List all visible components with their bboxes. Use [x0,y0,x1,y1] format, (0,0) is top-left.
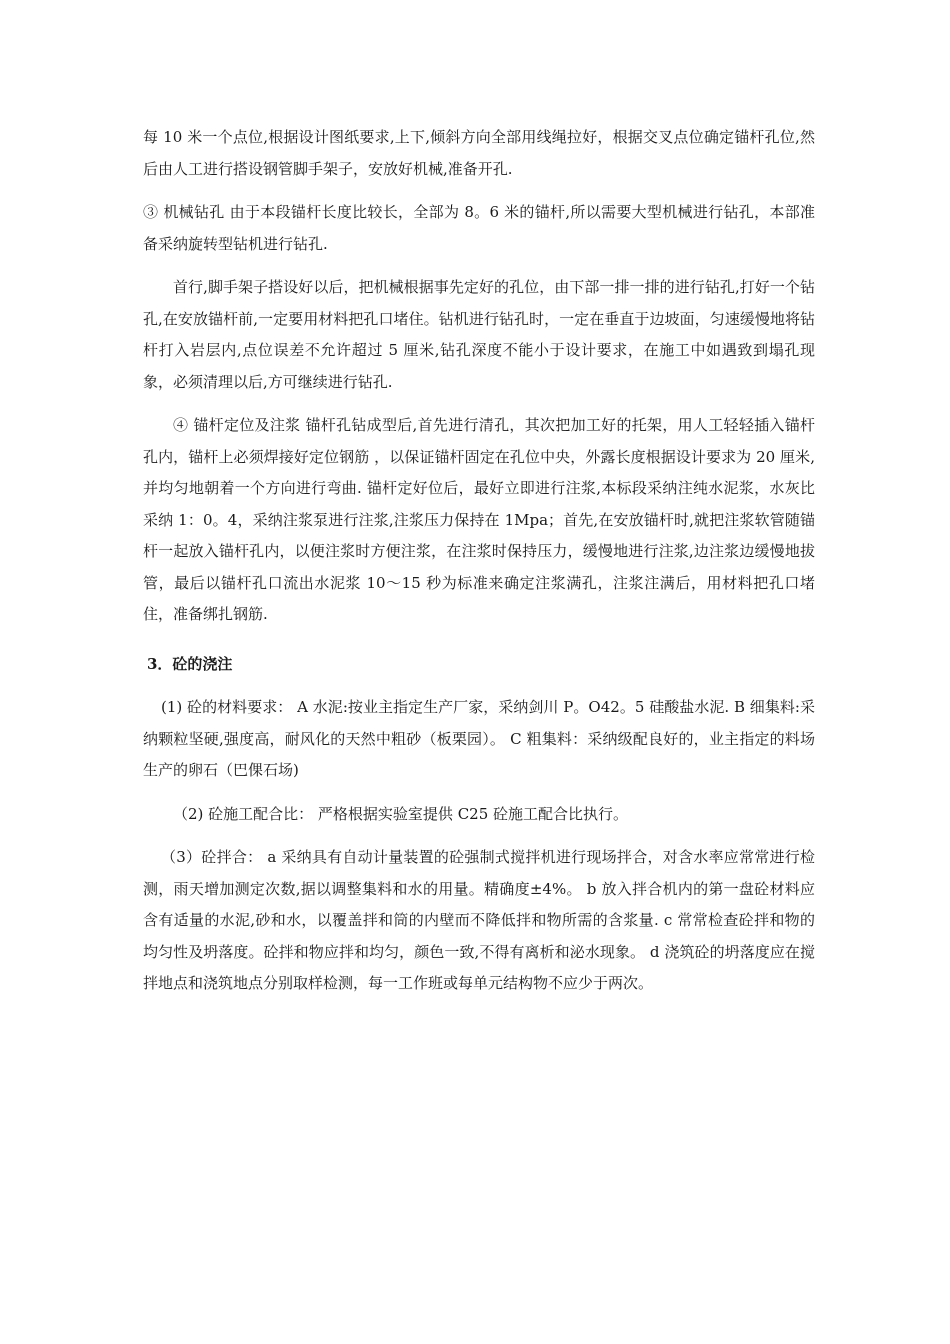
paragraph-anchor-grouting: ④ 锚杆定位及注浆 锚杆孔钻成型后,首先进行清孔，其次把加工好的托架，用人工轻轻插入锚杆孔内，锚杆上必须焊接好定位钢筋 ，以保证锚杆固定在孔位中央，外露长度根据设计要求为 20 厘米,并均匀地朝着一个方向进行弯曲. 锚杆定好位后，最好立即进行注浆,本标段采纳注纯水泥浆，水灰比采纳 1：0。4，采纳注浆泵进行注浆,注浆压力保持在 1Mpa；首先,在安放锚杆时,就把注浆软管随锚杆一起放入锚杆孔内，以便注浆时方便注浆，在注浆时保持压力，缓慢地进行注浆,边注浆边缓慢地拔管，最后以锚杆孔口流出水泥浆 10～15 秒为标准来确定注浆满孔，注浆注满后，用材料把孔口堵住，准备绑扎钢筋. [143,416,815,623]
paragraph-drilling-procedure: 首行,脚手架子搭设好以后，把机械根据事先定好的孔位，由下部一排一排的进行钻孔,打好一个钻孔,在安放锚杆前,一定要用材料把孔口堵住。钻机进行钻孔时，一定在垂直于边坡面，匀速缓慢地将钻杆打入岩层内,点位误差不允许超过 5 厘米,钻孔深度不能小于设计要求，在施工中如遇致到塌孔现象，必须清理以后,方可继续进行钻孔. [143,278,815,391]
section-heading-concrete-pouring: 3．砼的浇注 [147,654,233,673]
paragraph-anchor-positioning: 每 10 米一个点位,根据设计图纸要求,上下,倾斜方向全部用线绳拉好，根据交叉点位确定锚杆孔位,然后由人工进行搭设钢管脚手架子，安放好机械,准备开孔. [143,128,815,178]
document-page [143,122,815,1000]
paragraph-material-requirements: (1) 砼的材料要求： A 水泥:按业主指定生产厂家，采纳剑川 P。O42。5 硅酸盐水泥. B 细集料:采纳颗粒坚硬,强度高，耐风化的天然中粗砂（板栗园）。 C 粗集料：采纳级配良好的，业主指定的料场生产的卵石（巴倮石场) [143,698,815,779]
paragraph-mechanical-drilling: ③ 机械钻孔 由于本段锚杆长度比较长，全部为 8。6 米的锚杆,所以需要大型机械进行钻孔，本部准备采纳旋转型钻机进行钻孔. [143,203,815,253]
paragraph-concrete-mixing: （3）砼拌合： a 采纳具有自动计量装置的砼强制式搅拌机进行现场拌合，对含水率应常常进行检测，雨天增加测定次数,据以调整集料和水的用量。精确度±4%。 b 放入拌合机内的第一盘砼材料应含有适量的水泥,砂和水，以覆盖拌和筒的内壁而不降低拌和物所需的含浆量. c 常常检查砼拌和物的均匀性及坍落度。砼拌和物应拌和均匀，颜色一致,不得有离析和泌水现象。 d 浇筑砼的坍落度应在搅拌地点和浇筑地点分别取样检测，每一工作班或每单元结构物不应少于两次。 [143,848,815,992]
paragraph-mix-ratio: （2) 砼施工配合比： 严格根据实验室提供 C25 砼施工配合比执行。 [173,804,629,823]
